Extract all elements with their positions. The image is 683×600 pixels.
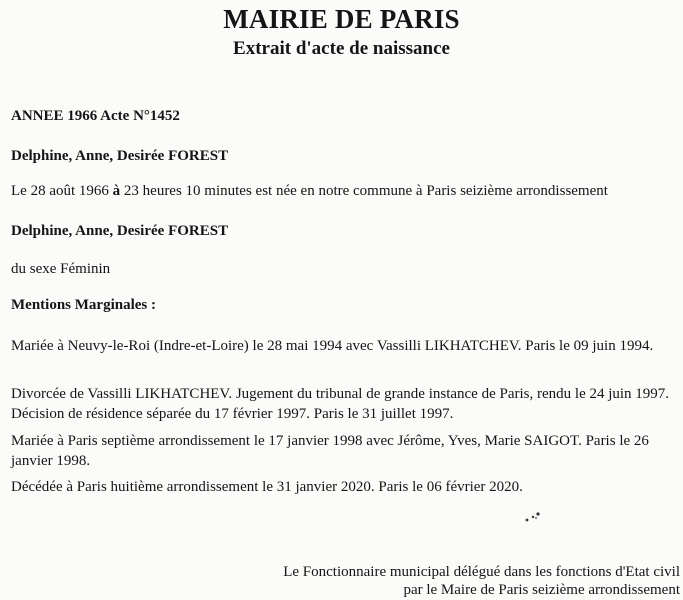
ink-specks (522, 508, 546, 528)
mention-death: Décédée à Paris huitième arrondissement le 31 janvier 2020. Paris le 06 février 2020. (11, 479, 523, 495)
mention-divorce: Divorcée de Vassilli LIKHATCHEV. Jugement du tribunal de grande instance de Paris, rendu le 24 juin 1997. Décision de résidence séparée du 17 février 1997. Paris le 31 juillet 1997. (11, 386, 670, 422)
signature-line-2: par le Maire de Paris seizième arrondissement (403, 582, 680, 598)
sex-statement: du sexe Féminin (11, 261, 111, 277)
mentions-heading: Mentions Marginales : (11, 297, 156, 313)
birth-date-time-prefix: Le 28 août 1966 (11, 183, 113, 199)
mention-marriage-2: Mariée à Paris septième arrondissement le 17 janvier 1998 avec Jérôme, Yves, Marie SAIGOT. Paris le 26 janvier 1998. (11, 433, 649, 469)
birth-statement (11, 180, 608, 202)
birth-bold-word: à (112, 183, 121, 199)
full-name-heading: Delphine, Anne, Desirée FOREST (11, 148, 229, 164)
birth-place-suffix: 23 heures 10 minutes est née en notre commune à Paris seizième arrondissement (120, 183, 608, 199)
mention-marriage-1: Mariée à Neuvy-le-Roi (Indre-et-Loire) le 28 mai 1994 avec Vassilli LIKHATCHEV. Paris le 09 juin 1994. (11, 338, 654, 354)
full-name: Delphine, Anne, Desirée FOREST (11, 223, 229, 239)
document-title: MAIRIE DE PARIS (223, 4, 460, 34)
year-act-number: ANNEE 1966 Acte N°1452 (11, 108, 180, 124)
signature-line-1: Le Fonctionnaire municipal délégué dans les fonctions d'Etat civil (283, 564, 680, 580)
document-subtitle: Extrait d'acte de naissance (233, 38, 450, 59)
